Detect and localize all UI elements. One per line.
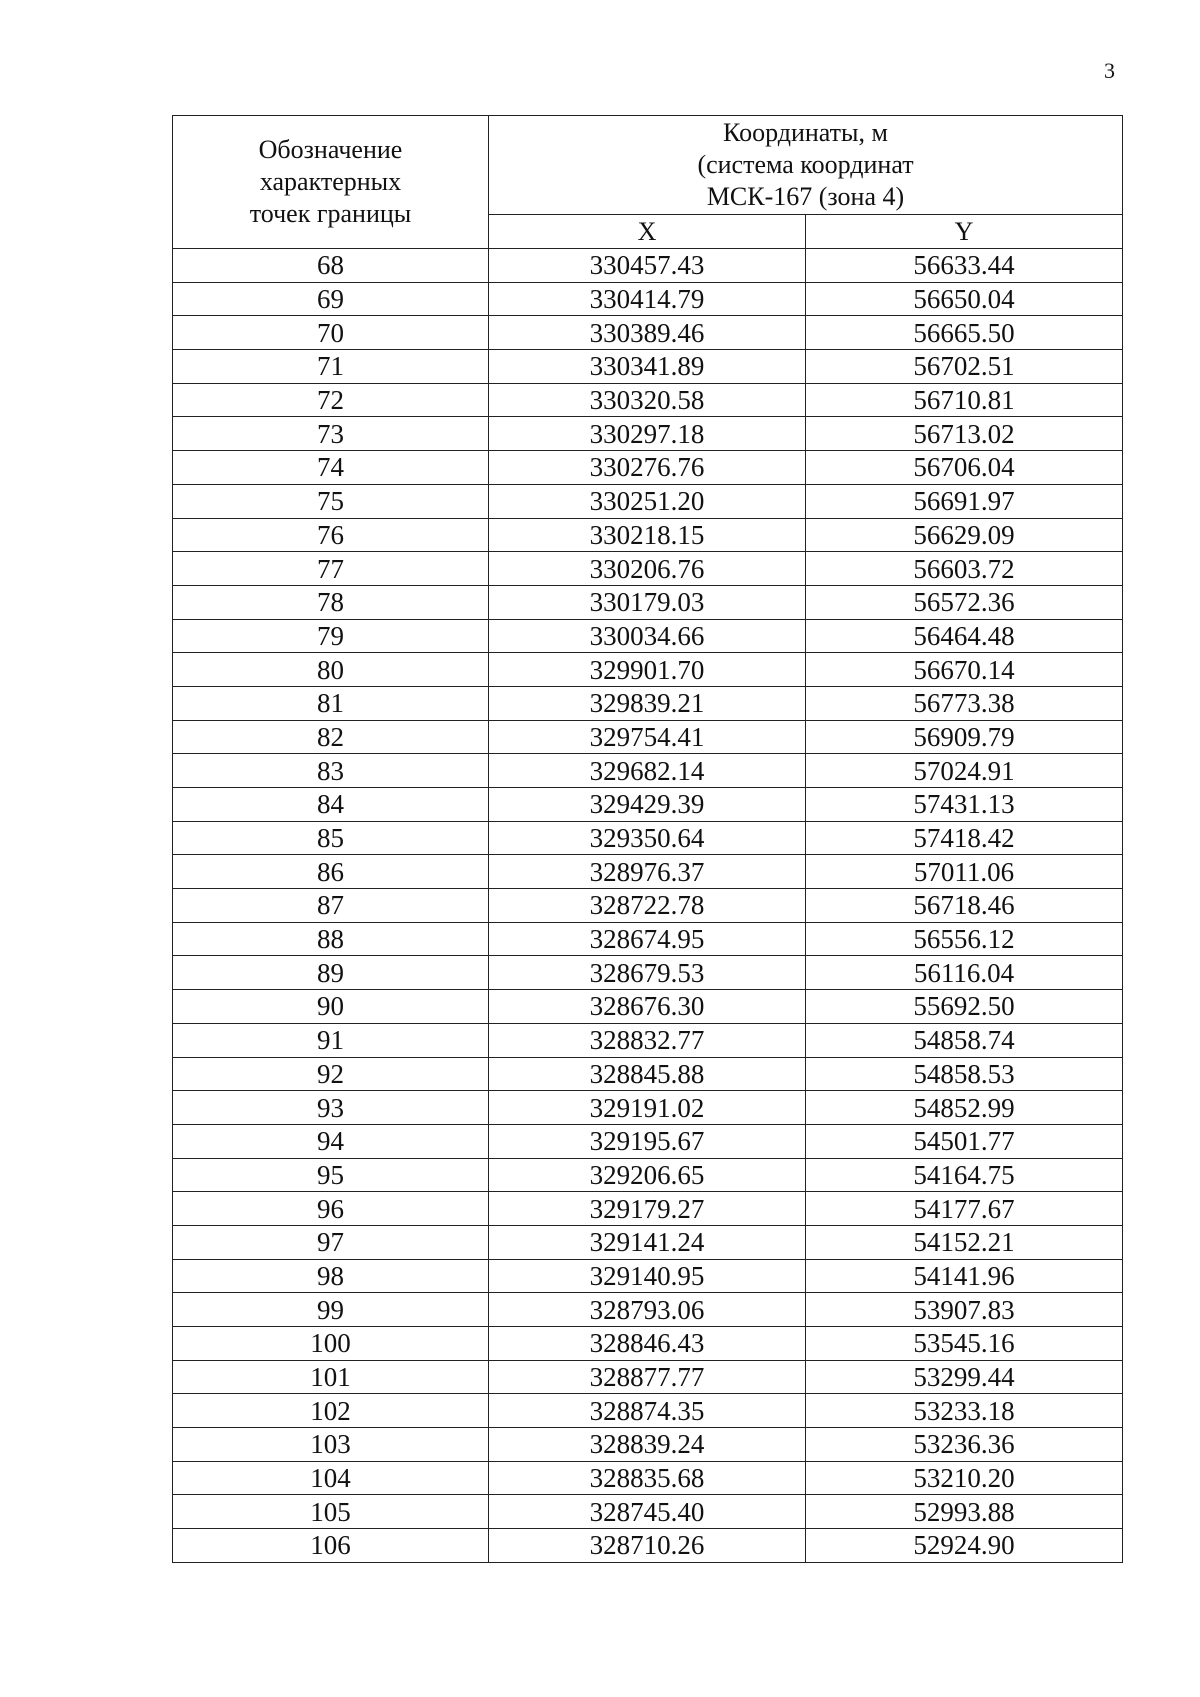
x-value-cell: 329179.27 bbox=[489, 1192, 806, 1226]
table-row bbox=[173, 788, 1123, 822]
y-value-cell: 54858.53 bbox=[806, 1057, 1123, 1091]
point-id-cell: 75 bbox=[173, 484, 489, 518]
x-value-cell: 328710.26 bbox=[489, 1529, 806, 1563]
x-value-cell: 330389.46 bbox=[489, 316, 806, 350]
point-id-cell: 85 bbox=[173, 821, 489, 855]
y-value-cell: 53210.20 bbox=[806, 1461, 1123, 1495]
x-value-cell: 328674.95 bbox=[489, 922, 806, 956]
point-label-header bbox=[173, 116, 489, 249]
x-value-cell: 328722.78 bbox=[489, 889, 806, 923]
table-row bbox=[173, 451, 1123, 485]
point-id-cell: 72 bbox=[173, 383, 489, 417]
point-id-cell: 80 bbox=[173, 653, 489, 687]
y-value-cell: 53233.18 bbox=[806, 1394, 1123, 1428]
x-value-cell: 330414.79 bbox=[489, 282, 806, 316]
point-id-cell: 88 bbox=[173, 922, 489, 956]
table-row bbox=[173, 720, 1123, 754]
y-value-cell: 56633.44 bbox=[806, 249, 1123, 283]
coordinates-group-header bbox=[489, 116, 1123, 215]
y-value-cell: 54141.96 bbox=[806, 1259, 1123, 1293]
table-row bbox=[173, 754, 1123, 788]
point-id-cell: 99 bbox=[173, 1293, 489, 1327]
x-value-cell: 330297.18 bbox=[489, 417, 806, 451]
table-body bbox=[173, 249, 1123, 1563]
point-id-cell: 68 bbox=[173, 249, 489, 283]
x-value-cell: 329682.14 bbox=[489, 754, 806, 788]
x-value-cell: 330341.89 bbox=[489, 350, 806, 384]
x-value-cell: 330218.15 bbox=[489, 518, 806, 552]
table-row bbox=[173, 956, 1123, 990]
table-row bbox=[173, 417, 1123, 451]
x-value-cell: 328676.30 bbox=[489, 990, 806, 1024]
x-value-cell: 328745.40 bbox=[489, 1495, 806, 1529]
table-row bbox=[173, 1428, 1123, 1462]
table-row bbox=[173, 922, 1123, 956]
table-row bbox=[173, 484, 1123, 518]
y-value-cell: 56706.04 bbox=[806, 451, 1123, 485]
table-row bbox=[173, 585, 1123, 619]
y-value-cell: 56464.48 bbox=[806, 619, 1123, 653]
x-value-cell: 330179.03 bbox=[489, 585, 806, 619]
y-value-cell: 54152.21 bbox=[806, 1225, 1123, 1259]
x-value-cell: 328877.77 bbox=[489, 1360, 806, 1394]
table-row bbox=[173, 282, 1123, 316]
x-value-cell: 330276.76 bbox=[489, 451, 806, 485]
x-column-header: X bbox=[489, 215, 806, 249]
y-value-cell: 57024.91 bbox=[806, 754, 1123, 788]
y-value-cell: 56572.36 bbox=[806, 585, 1123, 619]
point-id-cell: 96 bbox=[173, 1192, 489, 1226]
x-value-cell: 330034.66 bbox=[489, 619, 806, 653]
table-row bbox=[173, 1091, 1123, 1125]
y-value-cell: 56650.04 bbox=[806, 282, 1123, 316]
table-row bbox=[173, 889, 1123, 923]
table-row bbox=[173, 1057, 1123, 1091]
point-id-cell: 94 bbox=[173, 1124, 489, 1158]
point-label-header-line: Обозначение bbox=[258, 135, 403, 164]
table-row bbox=[173, 1158, 1123, 1192]
x-value-cell: 330251.20 bbox=[489, 484, 806, 518]
x-value-cell: 329140.95 bbox=[489, 1259, 806, 1293]
y-value-cell: 53907.83 bbox=[806, 1293, 1123, 1327]
table-row bbox=[173, 855, 1123, 889]
point-label-header-line: точек границы bbox=[249, 199, 412, 228]
point-label-header-line: характерных bbox=[259, 167, 402, 196]
x-value-cell: 330457.43 bbox=[489, 249, 806, 283]
y-value-cell: 56116.04 bbox=[806, 956, 1123, 990]
table-row bbox=[173, 1192, 1123, 1226]
point-id-cell: 97 bbox=[173, 1225, 489, 1259]
point-id-cell: 82 bbox=[173, 720, 489, 754]
page-number: 3 bbox=[1104, 58, 1115, 83]
table-row bbox=[173, 552, 1123, 586]
point-id-cell: 74 bbox=[173, 451, 489, 485]
y-value-cell: 52993.88 bbox=[806, 1495, 1123, 1529]
point-id-cell: 73 bbox=[173, 417, 489, 451]
y-value-cell: 53545.16 bbox=[806, 1327, 1123, 1361]
y-value-cell: 54164.75 bbox=[806, 1158, 1123, 1192]
point-id-cell: 92 bbox=[173, 1057, 489, 1091]
table-row bbox=[173, 383, 1123, 417]
x-value-cell: 329839.21 bbox=[489, 686, 806, 720]
x-value-cell: 329206.65 bbox=[489, 1158, 806, 1192]
table-row bbox=[173, 1023, 1123, 1057]
point-id-cell: 101 bbox=[173, 1360, 489, 1394]
x-value-cell: 329754.41 bbox=[489, 720, 806, 754]
x-value-cell: 328832.77 bbox=[489, 1023, 806, 1057]
point-id-cell: 103 bbox=[173, 1428, 489, 1462]
y-value-cell: 57418.42 bbox=[806, 821, 1123, 855]
table-row bbox=[173, 316, 1123, 350]
table-row bbox=[173, 990, 1123, 1024]
point-id-cell: 100 bbox=[173, 1327, 489, 1361]
point-id-cell: 86 bbox=[173, 855, 489, 889]
x-value-cell: 329901.70 bbox=[489, 653, 806, 687]
x-value-cell: 328839.24 bbox=[489, 1428, 806, 1462]
point-id-cell: 84 bbox=[173, 788, 489, 822]
point-id-cell: 102 bbox=[173, 1394, 489, 1428]
table-row bbox=[173, 1529, 1123, 1563]
table-row bbox=[173, 1495, 1123, 1529]
y-value-cell: 56702.51 bbox=[806, 350, 1123, 384]
table-row bbox=[173, 1327, 1123, 1361]
x-value-cell: 329191.02 bbox=[489, 1091, 806, 1125]
point-id-cell: 98 bbox=[173, 1259, 489, 1293]
y-value-cell: 56665.50 bbox=[806, 316, 1123, 350]
table-row bbox=[173, 1360, 1123, 1394]
y-value-cell: 57431.13 bbox=[806, 788, 1123, 822]
y-value-cell: 56670.14 bbox=[806, 653, 1123, 687]
y-value-cell: 52924.90 bbox=[806, 1529, 1123, 1563]
y-value-cell: 54858.74 bbox=[806, 1023, 1123, 1057]
point-id-cell: 83 bbox=[173, 754, 489, 788]
table-row bbox=[173, 619, 1123, 653]
y-value-cell: 56710.81 bbox=[806, 383, 1123, 417]
point-id-cell: 71 bbox=[173, 350, 489, 384]
y-value-cell: 54852.99 bbox=[806, 1091, 1123, 1125]
x-value-cell: 330206.76 bbox=[489, 552, 806, 586]
point-id-cell: 95 bbox=[173, 1158, 489, 1192]
point-id-cell: 93 bbox=[173, 1091, 489, 1125]
point-id-cell: 105 bbox=[173, 1495, 489, 1529]
table-row bbox=[173, 1259, 1123, 1293]
point-id-cell: 77 bbox=[173, 552, 489, 586]
y-value-cell: 57011.06 bbox=[806, 855, 1123, 889]
point-id-cell: 89 bbox=[173, 956, 489, 990]
y-value-cell: 55692.50 bbox=[806, 990, 1123, 1024]
y-value-cell: 56691.97 bbox=[806, 484, 1123, 518]
table-row bbox=[173, 518, 1123, 552]
table-row bbox=[173, 686, 1123, 720]
table-row bbox=[173, 653, 1123, 687]
x-value-cell: 328845.88 bbox=[489, 1057, 806, 1091]
point-id-cell: 78 bbox=[173, 585, 489, 619]
y-column-header: Y bbox=[806, 215, 1123, 249]
x-value-cell: 328976.37 bbox=[489, 855, 806, 889]
point-id-cell: 76 bbox=[173, 518, 489, 552]
coordinates-header-line: Координаты, м bbox=[723, 118, 888, 148]
x-value-cell: 330320.58 bbox=[489, 383, 806, 417]
table-row bbox=[173, 350, 1123, 384]
x-value-cell: 328846.43 bbox=[489, 1327, 806, 1361]
x-value-cell: 328793.06 bbox=[489, 1293, 806, 1327]
y-value-cell: 54501.77 bbox=[806, 1124, 1123, 1158]
point-id-cell: 79 bbox=[173, 619, 489, 653]
table-row bbox=[173, 821, 1123, 855]
y-value-cell: 56773.38 bbox=[806, 686, 1123, 720]
y-value-cell: 56629.09 bbox=[806, 518, 1123, 552]
table-row bbox=[173, 1225, 1123, 1259]
point-id-cell: 70 bbox=[173, 316, 489, 350]
y-value-cell: 56909.79 bbox=[806, 720, 1123, 754]
y-value-cell: 56556.12 bbox=[806, 922, 1123, 956]
coordinates-table bbox=[172, 115, 1123, 1563]
y-value-cell: 56718.46 bbox=[806, 889, 1123, 923]
y-value-cell: 56603.72 bbox=[806, 552, 1123, 586]
table-row bbox=[173, 1394, 1123, 1428]
x-value-cell: 328679.53 bbox=[489, 956, 806, 990]
x-value-cell: 328874.35 bbox=[489, 1394, 806, 1428]
coordinates-header-line: МСК-167 (зона 4) bbox=[706, 182, 905, 212]
table-row bbox=[173, 1293, 1123, 1327]
x-value-cell: 329350.64 bbox=[489, 821, 806, 855]
table-header bbox=[173, 116, 1123, 249]
point-id-cell: 69 bbox=[173, 282, 489, 316]
y-value-cell: 56713.02 bbox=[806, 417, 1123, 451]
point-id-cell: 87 bbox=[173, 889, 489, 923]
x-value-cell: 329141.24 bbox=[489, 1225, 806, 1259]
x-value-cell: 329429.39 bbox=[489, 788, 806, 822]
x-value-cell: 329195.67 bbox=[489, 1124, 806, 1158]
table-row bbox=[173, 1461, 1123, 1495]
table-row bbox=[173, 1124, 1123, 1158]
point-id-cell: 91 bbox=[173, 1023, 489, 1057]
y-value-cell: 53299.44 bbox=[806, 1360, 1123, 1394]
point-id-cell: 106 bbox=[173, 1529, 489, 1563]
point-id-cell: 81 bbox=[173, 686, 489, 720]
y-value-cell: 54177.67 bbox=[806, 1192, 1123, 1226]
header-row-top bbox=[173, 116, 1123, 215]
x-value-cell: 328835.68 bbox=[489, 1461, 806, 1495]
point-id-cell: 90 bbox=[173, 990, 489, 1024]
point-id-cell: 104 bbox=[173, 1461, 489, 1495]
table-row bbox=[173, 249, 1123, 283]
y-value-cell: 53236.36 bbox=[806, 1428, 1123, 1462]
coordinates-header-line: (система координат bbox=[697, 150, 914, 180]
